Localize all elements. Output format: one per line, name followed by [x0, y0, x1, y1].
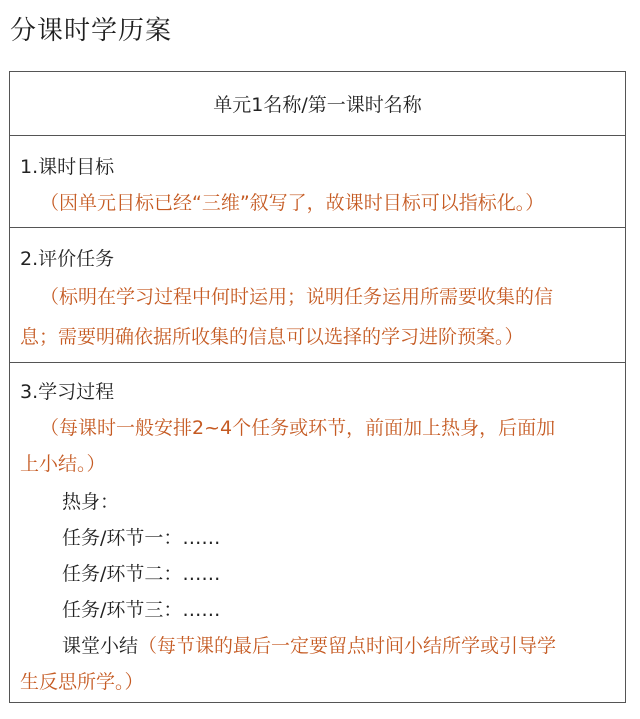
section-note-line: （标明在学习过程中何时运用；说明任务运用所需要收集的信 [40, 286, 554, 308]
section-note-line: 上小结。） [20, 453, 106, 475]
section-lesson-objectives [10, 135, 625, 227]
unit-lesson-name: 单元1名称/第一课时名称 [213, 94, 422, 116]
summary-note: （每节课的最后一定要留点时间小结所学或引导学 [138, 635, 557, 657]
section-note: （因单元目标已经“三维”叙写了，故课时目标可以指标化。） [40, 192, 545, 214]
section-assessment-tasks [10, 227, 625, 362]
task-item: 任务/环节二：…… [62, 563, 221, 585]
table-header-row [10, 72, 625, 135]
section-learning-process [10, 362, 625, 702]
section-heading: 2.评价任务 [20, 248, 115, 270]
summary-line [62, 631, 556, 658]
section-note-line: （每课时一般安排2~4个任务或环节，前面加上热身，后面加 [40, 417, 556, 439]
summary-label: 课堂小结 [62, 635, 139, 657]
page-title: 分课时学历案 [10, 16, 173, 46]
section-note-line: 息；需要明确依据所收集的信息可以选择的学习进阶预案。） [20, 326, 524, 348]
summary-note-line: 生反思所学。） [20, 671, 144, 693]
section-heading: 1.课时目标 [20, 156, 115, 178]
warmup-item: 热身： [62, 491, 120, 513]
lesson-plan-table [9, 71, 626, 703]
task-item: 任务/环节三：…… [62, 599, 221, 621]
section-heading: 3.学习过程 [20, 381, 115, 403]
task-item: 任务/环节一：…… [62, 527, 221, 549]
